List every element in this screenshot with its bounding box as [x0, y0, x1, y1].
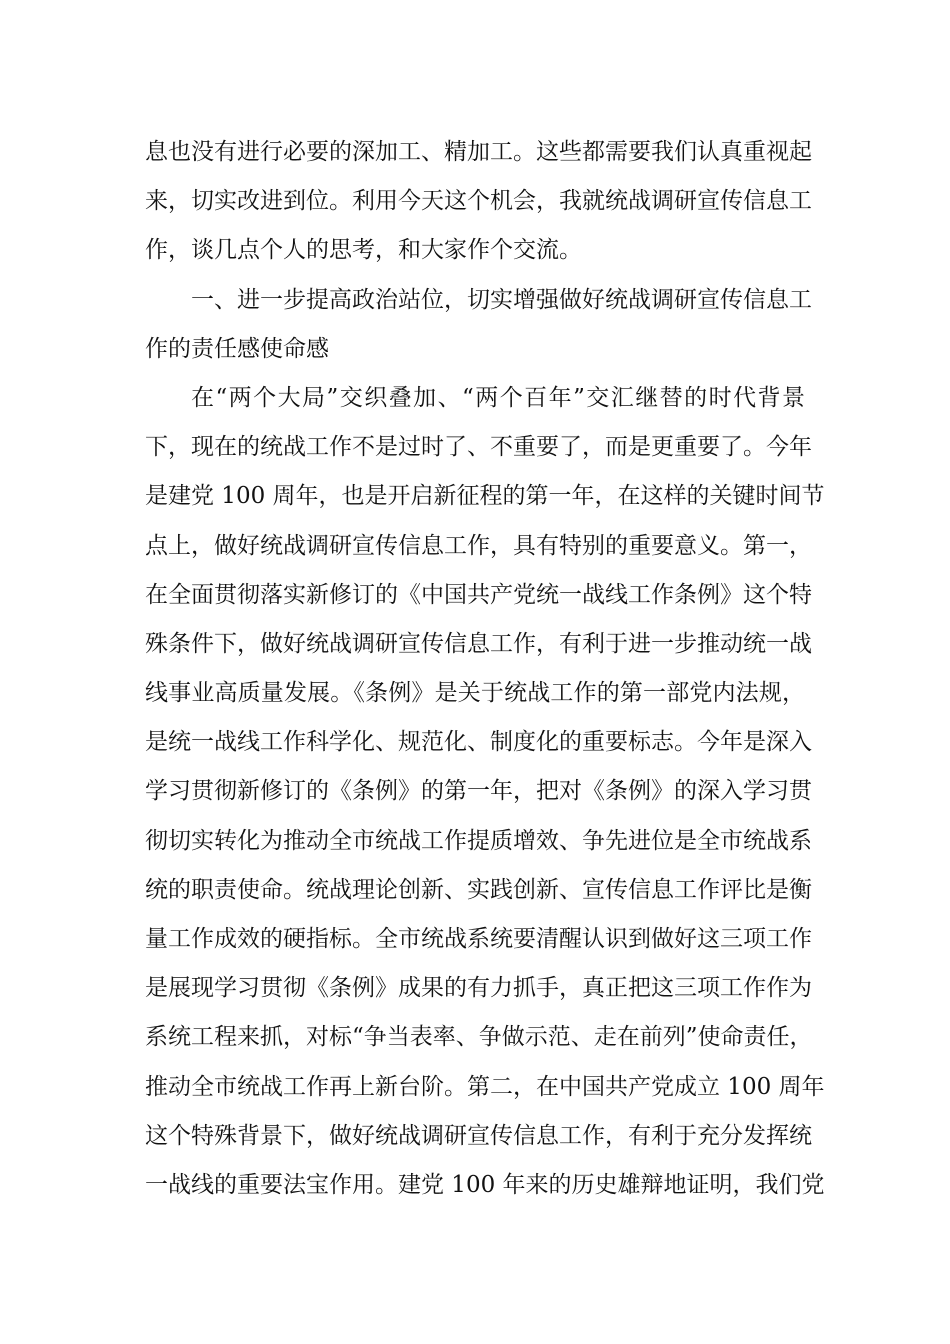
text-line-16: 统的职责使命。统战理论创新、实践创新、宣传信息工作评比是衡: [145, 876, 812, 903]
text-line-8: 是建党 100 周年，也是开启新征程的第一年，在这样的关键时间节: [145, 483, 825, 510]
text-line-17: 量工作成效的硬指标。全市统战系统要清醒认识到做好这三项工作: [145, 926, 812, 952]
text-line-11: 殊条件下，做好统战调研宣传信息工作，有利于进一步推动统一战: [145, 630, 812, 657]
text-line-18: 是展现学习贯彻《条例》成果的有力抓手，真正把这三项工作作为: [145, 975, 812, 1002]
text-line-22: 一战线的重要法宝作用。建党 100 年来的历史雄辩地证明，我们党: [145, 1171, 825, 1198]
text-line-13: 是统一战线工作科学化、规范化、制度化的重要标志。今年是深入: [145, 729, 812, 756]
text-line-19: 系统工程来抓，对标“争当表率、争做示范、走在前列”使命责任，: [145, 1024, 813, 1051]
text-line-1: 息也没有进行必要的深加工、精加工。这些都需要我们认真重视起: [145, 139, 812, 165]
text-line-21: 这个特殊背景下，做好统战调研宣传信息工作，有利于充分发挥统: [145, 1122, 812, 1149]
text-line-20: 推动全市统战工作再上新台阶。第二，在中国共产党成立 100 周年: [145, 1073, 825, 1100]
section-heading-line-1: 一、进一步提高政治站位，切实增强做好统战调研宣传信息工: [191, 286, 812, 313]
text-line-14: 学习贯彻新修订的《条例》的第一年，把对《条例》的深入学习贯: [145, 778, 812, 805]
text-line-9: 点上，做好统战调研宣传信息工作，具有特别的重要意义。第一，: [145, 532, 812, 559]
text-line-6: 在“两个大局”交织叠加、“两个百年”交汇继替的时代背景: [191, 384, 805, 411]
text-line-2: 来，切实改进到位。利用今天这个机会，我就统战调研宣传信息工: [145, 188, 812, 215]
text-line-3: 作，谈几点个人的思考，和大家作个交流。: [145, 237, 582, 264]
text-line-12: 线事业高质量发展。《条例》是关于统战工作的第一部党内法规，: [145, 680, 805, 707]
text-line-15: 彻切实转化为推动全市统战工作提质增效、争先进位是全市统战系: [145, 827, 812, 854]
body-text: [145, 128, 825, 1210]
text-line-7: 下，现在的统战工作不是过时了、不重要了，而是更重要了。今年: [145, 434, 812, 461]
text-line-10: 在全面贯彻落实新修订的《中国共产党统一战线工作条例》这个特: [145, 581, 812, 608]
section-heading-line-2: 作的责任感使命感: [145, 335, 329, 362]
